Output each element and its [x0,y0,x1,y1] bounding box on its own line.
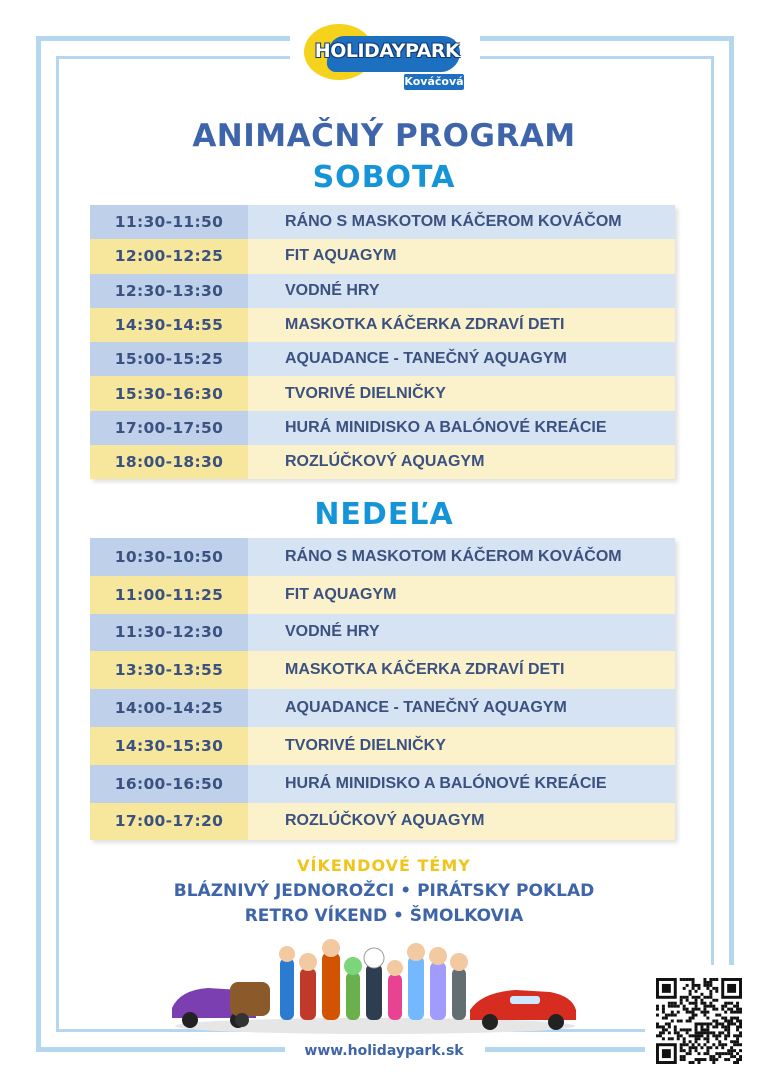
schedule-row [90,239,675,273]
activity-cell: HURÁ MINIDISKO A BALÓNOVÉ KREÁCIE [285,418,607,436]
themes-line-1: BLÁZNIVÝ JEDNOROŽCI • PIRÁTSKY POKLAD [173,881,595,901]
time-cell: 16:00-16:50 [90,765,248,803]
themes-label: VÍKENDOVÉ TÉMY [297,856,471,875]
day-title-sunday: NEDEĽA [314,497,454,532]
time-cell: 10:30-10:50 [90,538,248,576]
time-cell: 11:00-11:25 [90,576,248,614]
themes-line-2: RETRO VÍKEND • ŠMOLKOVIA [244,906,524,926]
page-title: ANIMAČNÝ PROGRAM [192,118,576,154]
activity-cell: MASKOTKA KÁČERKA ZDRAVÍ DETI [285,316,565,334]
time-cell: 15:00-15:25 [90,342,248,376]
schedule-row [90,308,675,342]
time-cell: 13:30-13:55 [90,651,248,689]
website-link[interactable]: www.holidaypark.sk [304,1043,464,1059]
time-cell: 12:30-13:30 [90,274,248,308]
activity-cell: VODNÉ HRY [285,281,380,299]
activity-cell: AQUADANCE - TANEČNÝ AQUAGYM [285,350,567,368]
schedule-row [90,274,675,308]
schedule-row [90,803,675,841]
time-cell: 17:00-17:50 [90,411,248,445]
time-cell: 14:30-14:55 [90,308,248,342]
time-cell: 15:30-16:30 [90,376,248,410]
schedule-row [90,538,675,576]
schedule-row [90,614,675,652]
time-cell: 11:30-11:50 [90,205,248,239]
schedule-row [90,342,675,376]
schedule-row [90,727,675,765]
activity-cell: FIT AQUAGYM [285,585,397,603]
time-cell: 12:00-12:25 [90,239,248,273]
activity-cell: AQUADANCE - TANEČNÝ AQUAGYM [285,699,567,717]
schedule-row [90,376,675,410]
activity-cell: RÁNO S MASKOTOM KÁČEROM KOVÁČOM [285,547,622,565]
day-title-saturday: SOBOTA [312,160,456,195]
schedule-row [90,411,675,445]
time-cell: 14:00-14:25 [90,689,248,727]
time-cell: 17:00-17:20 [90,803,248,841]
schedule-saturday [90,205,675,479]
time-cell: 14:30-15:30 [90,727,248,765]
schedule-row [90,205,675,239]
time-cell: 11:30-12:30 [90,614,248,652]
activity-cell: HURÁ MINIDISKO A BALÓNOVÉ KREÁCIE [285,774,607,792]
qr-code-icon [656,978,742,1064]
schedule-row [90,576,675,614]
holidaypark-logo [300,22,465,92]
schedule-row [90,445,675,479]
logo-location: Kováčová [404,75,464,88]
schedule-row [90,651,675,689]
activity-cell: VODNÉ HRY [285,623,380,641]
activity-cell: TVORIVÉ DIELNIČKY [285,736,446,754]
schedule-sunday [90,538,675,840]
schedule-row [90,689,675,727]
time-cell: 18:00-18:30 [90,445,248,479]
activity-cell: ROZLÚČKOVÝ AQUAGYM [285,453,485,471]
schedule-row [90,765,675,803]
activity-cell: RÁNO S MASKOTOM KÁČEROM KOVÁČOM [285,213,622,231]
activity-cell: MASKOTKA KÁČERKA ZDRAVÍ DETI [285,661,565,679]
logo-name: HOLIDAYPARK [314,40,460,62]
activity-cell: FIT AQUAGYM [285,247,397,265]
activity-cell: TVORIVÉ DIELNIČKY [285,384,446,402]
activity-cell: ROZLÚČKOVÝ AQUAGYM [285,812,485,830]
cartoon-characters-illustration [170,938,580,1034]
